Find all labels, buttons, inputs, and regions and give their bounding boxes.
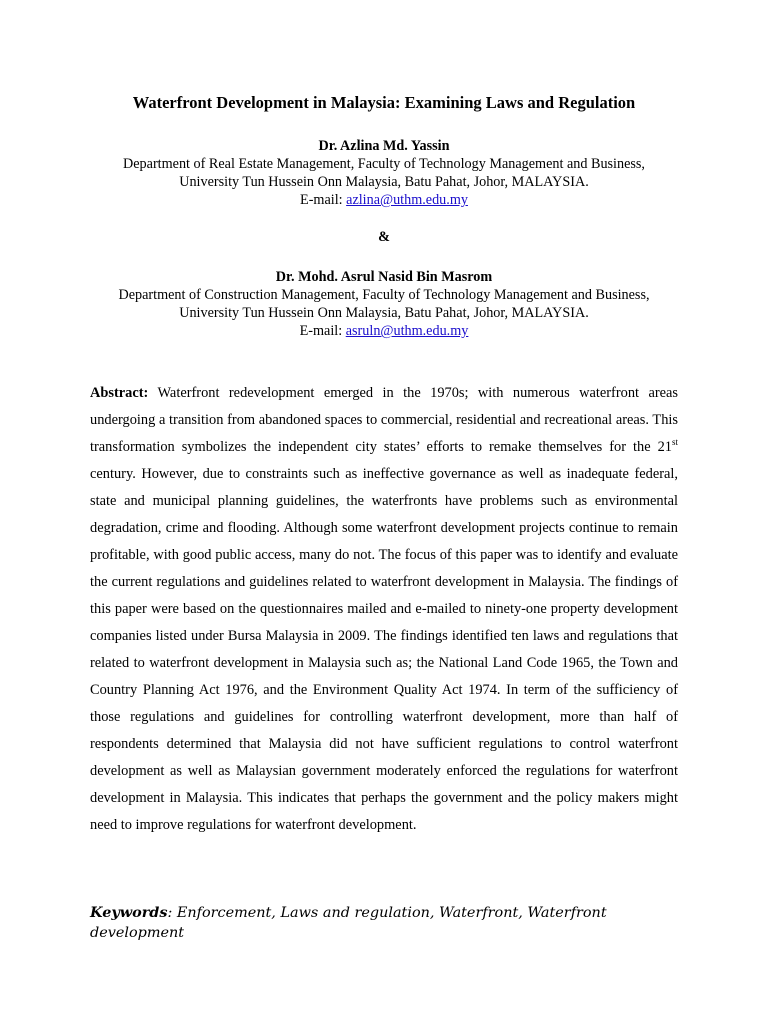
author-email-line [0,191,768,209]
email-link[interactable]: asruln@uthm.edu.my [345,323,469,339]
author-name: Dr. Azlina Md. Yassin [318,138,450,154]
email-label: E-mail: [300,192,347,208]
abstract [90,380,678,839]
author-affiliation-line: Department of Real Estate Management, Faculty of Technology Management and Business, [123,156,645,172]
abstract-label: Abstract: [90,385,149,401]
abstract-text: century. However, due to constraints such as ineffective governance as well as inadequate federal, state and municipal planning guidelines, the waterfronts have problems such as environmental degradation, crime and flooding. Although some waterfront development projects continue to remain profitable, with good public access, many do not. The focus of this paper was to identify and evaluate the current regulations and guidelines related to waterfront development in Malaysia. The findings of this paper were based on the questionnaires mailed and e-mailed to ninety-one property development companies listed under Bursa Malaysia in 2009. The findings identified ten laws and regulations that related to waterfront development in Malaysia such as; the National Land Code 1965, the Town and Country Planning Act 1976, and the Environment Quality Act 1974. In term of the sufficiency of those regulations and guidelines for controlling waterfront development, more than half of respondents determined that Malaysia did not have sufficient regulations to control waterfront development as well as Malaysian government moderately enforced the regulations for waterfront development in Malaysia. This indicates that perhaps the government and the policy makers might need to improve regulations for waterfront development. [90,466,678,833]
email-link[interactable]: azlina@uthm.edu.my [346,192,468,208]
author-email-line [0,322,768,340]
ordinal-superscript: st [671,437,678,448]
author-affiliation-line: Department of Construction Management, Faculty of Technology Management and Business, [118,287,650,303]
author-name: Dr. Mohd. Asrul Nasid Bin Masrom [275,269,493,285]
author-affiliation-line: University Tun Hussein Onn Malaysia, Batu Pahat, Johor, MALAYSIA. [179,174,589,190]
email-label: E-mail: [299,323,346,339]
keywords-label: Keywords [90,904,168,921]
keywords-text: : Enforcement, Laws and regulation, Waterfront, Waterfront development [90,905,607,941]
author-separator: & [378,229,390,245]
author-affiliation-line: University Tun Hussein Onn Malaysia, Batu Pahat, Johor, MALAYSIA. [179,305,589,321]
keywords [90,903,690,943]
author-block-2 [0,268,768,340]
paper-title: Waterfront Development in Malaysia: Examining Laws and Regulation [132,93,636,112]
abstract-text: Waterfront redevelopment emerged in the 1970s; with numerous waterfront areas undergoing a transition from abandoned spaces to commercial, residential and recreational areas. This transformation symbolizes the independent city states’ efforts to remake themselves for the 21 [90,385,678,455]
author-block-1 [0,137,768,209]
